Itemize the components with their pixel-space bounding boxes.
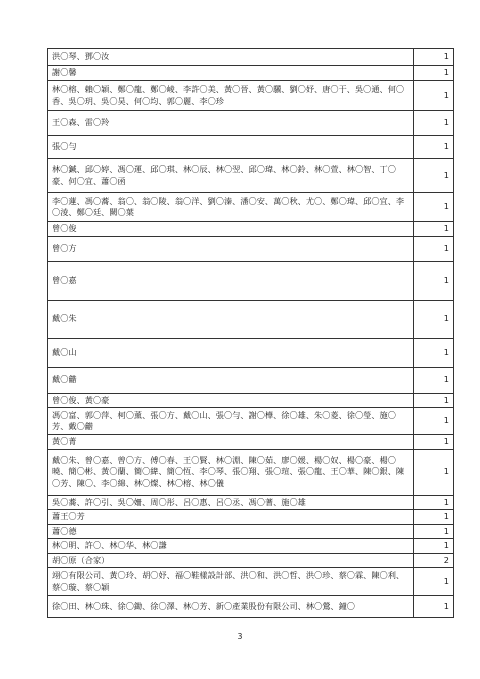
count-cell: 1 <box>414 261 454 300</box>
table-row <box>48 66 454 81</box>
names-cell: 曾〇俊 <box>48 222 414 237</box>
table-row <box>48 136 454 159</box>
count-cell: 1 <box>414 300 454 338</box>
count-cell: 1 <box>414 539 454 554</box>
count-cell: 1 <box>414 111 454 136</box>
count-cell: 1 <box>414 222 454 237</box>
count-cell: 1 <box>414 449 454 495</box>
count-cell: 1 <box>414 338 454 367</box>
table-row <box>48 510 454 525</box>
names-cell: 洪〇琴、鄧〇汝 <box>48 49 414 66</box>
count-cell: 1 <box>414 136 454 159</box>
count-cell: 1 <box>414 367 454 393</box>
names-cell: 王〇森、雷〇羚 <box>48 111 414 136</box>
names-cell: 胡〇原（合家） <box>48 553 414 568</box>
table-row <box>48 449 454 495</box>
table-row <box>48 539 454 554</box>
table-row <box>48 81 454 111</box>
names-cell: 馮〇富、郭〇萍、柯〇薰、張〇方、戴〇山、張〇勻、謝〇樺、徐〇雄、朱〇菱、徐〇瑩、施〇芳、戴〇龤 <box>48 408 414 435</box>
table-row <box>48 495 454 510</box>
count-cell: 1 <box>414 81 454 111</box>
count-cell: 1 <box>414 159 454 193</box>
names-cell: 張〇勻 <box>48 136 414 159</box>
table-row <box>48 193 454 222</box>
table-row <box>48 393 454 408</box>
count-cell: 1 <box>414 596 454 618</box>
table-row <box>48 338 454 367</box>
table-row <box>48 49 454 66</box>
names-cell: 戴〇龤 <box>48 367 414 393</box>
names-cell: 吳〇蕎、許〇引、吳〇姍、周〇彤、呂〇惠、呂〇丞、馮〇蓍、施〇雄 <box>48 495 414 510</box>
donor-table <box>47 48 454 618</box>
names-cell: 戴〇朱 <box>48 300 414 338</box>
table-row <box>48 568 454 596</box>
table-row <box>48 367 454 393</box>
count-cell: 1 <box>414 393 454 408</box>
count-cell: 1 <box>414 524 454 539</box>
names-cell: 謝〇馨 <box>48 66 414 81</box>
names-cell: 李〇蓮、馮〇蕎、翁〇、翁〇陵、翁〇洋、劉〇溱、潘〇安、萬〇秋、尤〇、鄭〇瑋、邱〇宜、李〇淩、鄭〇廷、闕〇葉 <box>48 193 414 222</box>
count-cell: 1 <box>414 66 454 81</box>
count-cell: 1 <box>414 495 454 510</box>
names-cell: 林〇榕、賴〇穎、鄭〇龍、鄭〇崚、李許〇美、黃〇晉、黃〇驥、劉〇妤、唐〇于、吳〇通、何〇香、吳〇玥、吳〇昊、何〇均、郭〇麗、李〇珍 <box>48 81 414 111</box>
names-cell: 蕭王〇芳 <box>48 510 414 525</box>
names-cell: 曾〇嘉 <box>48 261 414 300</box>
table-row <box>48 159 454 193</box>
names-cell: 曾〇俊、黃〇豪 <box>48 393 414 408</box>
table-row <box>48 524 454 539</box>
names-cell: 戴〇朱、曾〇嘉、曾〇方、傅〇春、王〇賢、林〇淵、陳〇茹、廖〇媛、楊〇奴、楊〇豪、楊〇曉、簡〇彬、黃〇蘭、簡〇緯、簡〇恆、李〇琴、張〇翔、張〇瑄、張〇龍、王〇華、陳〇銀、陳〇芳、陳〇、李〇綿、林〇燦、林〇榕、林〇儀 <box>48 449 414 495</box>
names-cell: 林〇明、許〇、林〇华、林〇謙 <box>48 539 414 554</box>
count-cell: 2 <box>414 553 454 568</box>
page-number: 3 <box>237 632 243 641</box>
count-cell: 1 <box>414 435 454 450</box>
table-row <box>48 222 454 237</box>
names-cell: 蕭〇德 <box>48 524 414 539</box>
names-cell: 翊〇有限公司、黃〇玲、胡〇妤、福〇鞋樣設計部、洪〇和、洪〇哲、洪〇珍、蔡〇霖、陳〇利、蔡〇璇、蔡〇穎 <box>48 568 414 596</box>
table-row <box>48 111 454 136</box>
names-cell: 曾〇方 <box>48 236 414 261</box>
table-row <box>48 596 454 618</box>
names-cell: 黃〇菁 <box>48 435 414 450</box>
count-cell: 1 <box>414 568 454 596</box>
count-cell: 1 <box>414 236 454 261</box>
table-row <box>48 261 454 300</box>
names-cell: 徐〇田、林〇珠、徐〇鋤、徐〇澤、林〇芳、新〇產業股份有限公司、林〇鶯、鐘〇 <box>48 596 414 618</box>
count-cell: 1 <box>414 49 454 66</box>
table-row <box>48 300 454 338</box>
count-cell: 1 <box>414 510 454 525</box>
count-cell: 1 <box>414 193 454 222</box>
names-cell: 戴〇山 <box>48 338 414 367</box>
table-row <box>48 408 454 435</box>
table-row <box>48 435 454 450</box>
table-row <box>48 236 454 261</box>
table-row <box>48 553 454 568</box>
count-cell: 1 <box>414 408 454 435</box>
names-cell: 林〇鍼、邱〇婷、馮〇運、邱〇琪、林〇辰、林〇翌、邱〇瑋、林〇鈴、林〇萱、林〇智、丁〇豪、何〇宜、蕭〇函 <box>48 159 414 193</box>
